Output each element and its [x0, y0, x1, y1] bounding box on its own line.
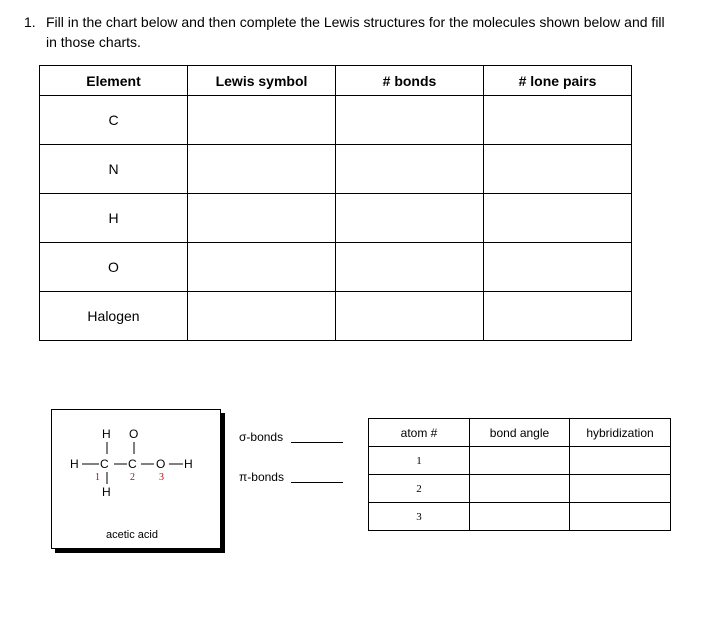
atom-number-cell: 2 — [369, 475, 470, 503]
bonds-cell[interactable] — [336, 292, 484, 341]
atom-h-top: H — [102, 427, 111, 441]
question-number: 1. — [24, 14, 36, 30]
bonds-cell[interactable] — [336, 96, 484, 145]
acetic-acid-structure — [52, 410, 220, 548]
atom-number-cell: 3 — [369, 503, 470, 531]
header-element: Element — [40, 66, 188, 96]
lone-pairs-cell[interactable] — [484, 145, 632, 194]
header-lone-pairs: # lone pairs — [484, 66, 632, 96]
element-chart-header-row — [40, 66, 632, 96]
table-row — [369, 475, 671, 503]
molecule-box — [51, 409, 221, 549]
lewis-symbol-cell[interactable] — [188, 96, 336, 145]
atom-o-top: O — [129, 427, 139, 441]
bond-angle-cell[interactable] — [470, 447, 570, 475]
table-row — [40, 145, 632, 194]
element-cell: N — [40, 145, 188, 194]
header-bonds: # bonds — [336, 66, 484, 96]
question-text: Fill in the chart below and then complete the Lewis structures for the molecules shown below and fill in those charts. — [46, 14, 665, 50]
atom-c2: C — [128, 457, 137, 471]
table-row — [40, 96, 632, 145]
lewis-symbol-cell[interactable] — [188, 292, 336, 341]
bond-angle-cell[interactable] — [470, 503, 570, 531]
atom-c1: C — [100, 457, 109, 471]
atom-number-2: 2 — [130, 472, 135, 483]
table-row — [40, 292, 632, 341]
atom-h-bottom: H — [102, 485, 111, 499]
atom-number-1: 1 — [95, 472, 100, 483]
lewis-symbol-cell[interactable] — [188, 145, 336, 194]
molecule-name: acetic acid — [106, 529, 158, 541]
header-bond-angle: bond angle — [470, 419, 570, 447]
table-row — [369, 503, 671, 531]
header-hybridization: hybridization — [570, 419, 671, 447]
table-row — [40, 194, 632, 243]
atom-number-3: 3 — [159, 472, 164, 483]
element-cell: Halogen — [40, 292, 188, 341]
lone-pairs-cell[interactable] — [484, 292, 632, 341]
element-cell: H — [40, 194, 188, 243]
element-cell: C — [40, 96, 188, 145]
lone-pairs-cell[interactable] — [484, 96, 632, 145]
element-chart — [39, 65, 632, 341]
bonds-cell[interactable] — [336, 243, 484, 292]
atom-number-cell: 1 — [369, 447, 470, 475]
element-cell: O — [40, 243, 188, 292]
hybridization-cell[interactable] — [570, 503, 671, 531]
bonds-cell[interactable] — [336, 145, 484, 194]
atom-chart — [368, 418, 671, 531]
pi-bonds-label: π-bonds — [239, 470, 284, 484]
lone-pairs-cell[interactable] — [484, 243, 632, 292]
hybridization-cell[interactable] — [570, 475, 671, 503]
bonds-cell[interactable] — [336, 194, 484, 243]
atom-h-left: H — [70, 457, 79, 471]
pi-bonds-answer-line[interactable] — [291, 482, 343, 483]
hybridization-cell[interactable] — [570, 447, 671, 475]
lewis-symbol-cell[interactable] — [188, 243, 336, 292]
atom-h-right: H — [184, 457, 193, 471]
table-row — [369, 447, 671, 475]
lewis-symbol-cell[interactable] — [188, 194, 336, 243]
lone-pairs-cell[interactable] — [484, 194, 632, 243]
table-row — [40, 243, 632, 292]
header-lewis-symbol: Lewis symbol — [188, 66, 336, 96]
sigma-bonds-answer-line[interactable] — [291, 442, 343, 443]
bond-angle-cell[interactable] — [470, 475, 570, 503]
atom-chart-header-row — [369, 419, 671, 447]
atom-o-right: O — [156, 457, 166, 471]
sigma-bonds-label: σ-bonds — [239, 430, 284, 444]
header-atom-number: atom # — [369, 419, 470, 447]
